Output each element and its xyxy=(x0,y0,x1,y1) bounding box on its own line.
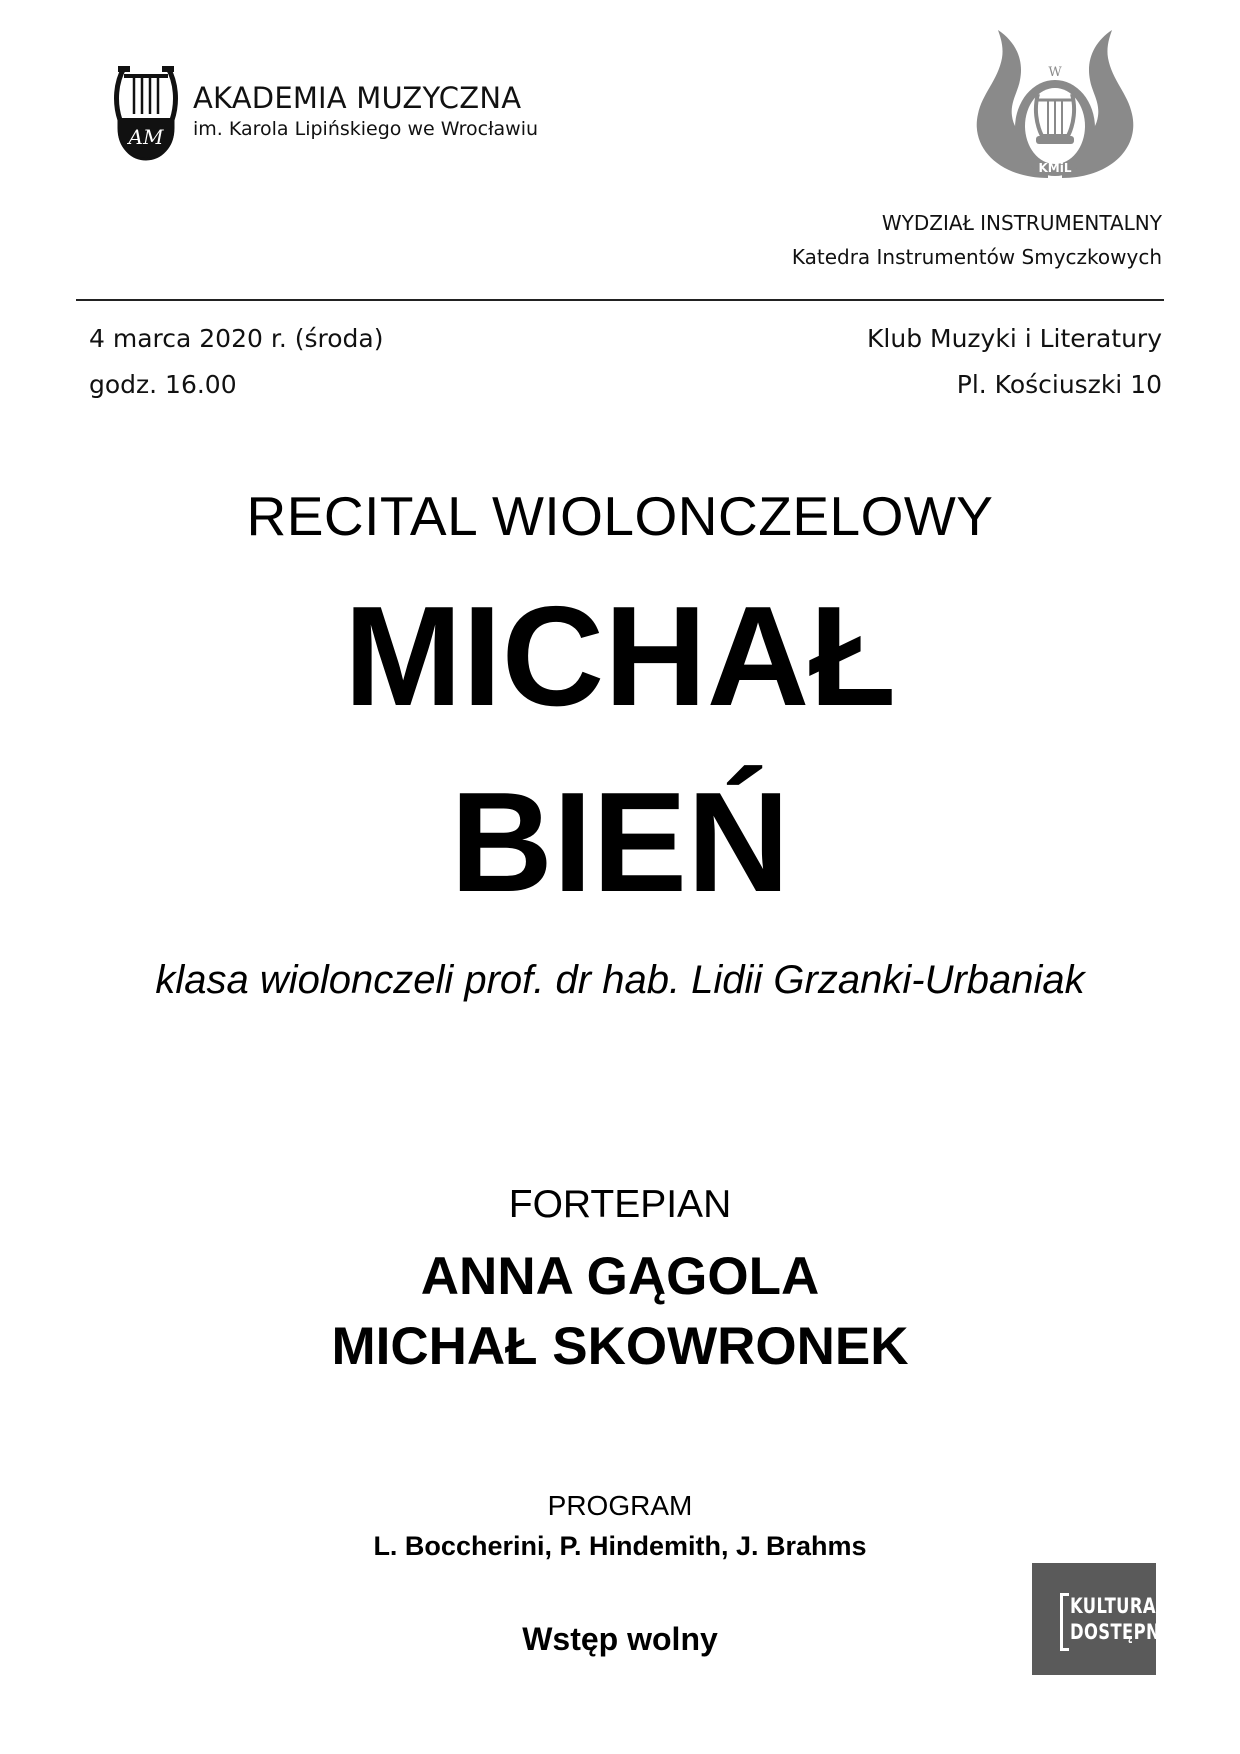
event-time: godz. 16.00 xyxy=(89,370,237,399)
header-divider xyxy=(76,299,1164,301)
kultura-dostepna-badge xyxy=(1032,1563,1174,1675)
pianist-name: ANNA GĄGOLA xyxy=(420,1247,820,1306)
class-line: klasa wiolonczeli prof. dr hab. Lidii Grzanki-Urbaniak xyxy=(155,958,1085,1002)
academy-name: AKADEMIA MUZYCZNA xyxy=(193,81,522,115)
performer-last-name: BIEŃ xyxy=(450,763,790,922)
event-date: 4 marca 2020 r. (środa) xyxy=(89,324,384,353)
program-composers: L. Boccherini, P. Hindemith, J. Brahms xyxy=(373,1531,867,1561)
emblem-label: KMiL xyxy=(1038,161,1072,175)
academy-subtitle: im. Karola Lipińskiego we Wrocławiu xyxy=(193,118,539,140)
academy-lyre-logo xyxy=(110,62,182,162)
program-label: PROGRAM xyxy=(547,1490,693,1521)
badge-line-2: DOSTĘPNA xyxy=(1070,1620,1174,1644)
event-venue xyxy=(867,316,1162,408)
recital-title: RECITAL WIOLONCZELOWY xyxy=(246,485,994,547)
academy-heading xyxy=(193,80,538,142)
kmil-flame-emblem xyxy=(970,28,1140,186)
venue-address: Pl. Kościuszki 10 xyxy=(956,370,1162,399)
piano-label: FORTEPIAN xyxy=(508,1183,732,1226)
venue-name: Klub Muzyki i Literatury xyxy=(867,324,1162,353)
pianist-name: MICHAŁ SKOWRONEK xyxy=(331,1317,909,1376)
badge-line-1: KULTURA xyxy=(1070,1594,1156,1618)
badge-text xyxy=(1070,1593,1173,1645)
academy-logo-monogram: AM xyxy=(128,125,164,149)
emblem-letter: W xyxy=(1048,65,1062,80)
bracket-icon xyxy=(1060,1593,1069,1651)
department-name: Katedra Instrumentów Smyczkowych xyxy=(791,245,1162,269)
performer-first-name: MICHAŁ xyxy=(343,577,897,736)
faculty-block xyxy=(792,206,1162,274)
event-datetime xyxy=(89,316,383,408)
admission-note: Wstęp wolny xyxy=(522,1621,718,1657)
faculty-name: WYDZIAŁ INSTRUMENTALNY xyxy=(881,211,1162,235)
